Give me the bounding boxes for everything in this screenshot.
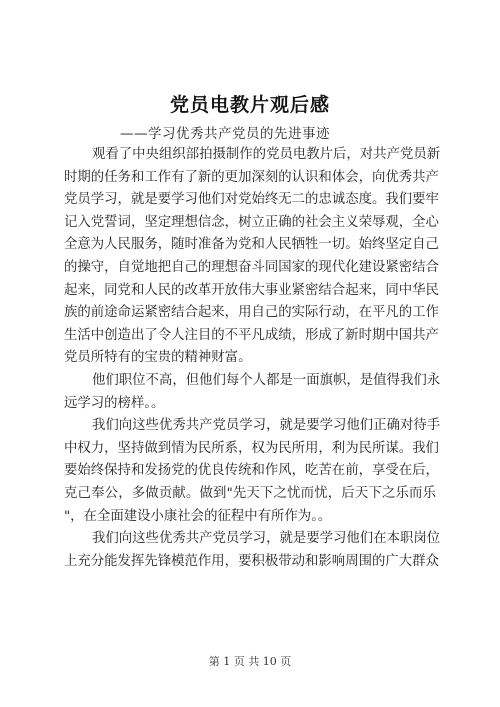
text-line: 时期的任务和工作有了新的更加深刻的认识和体会，向优秀共产	[64, 169, 439, 185]
text-line: 远学习的榜样。。	[64, 395, 165, 411]
text-line: 我们向这些优秀共产党员学习，就是要学习他们正确对待手	[92, 418, 441, 434]
text-line: 起来，同党和人民的改革开放伟大事业紧密结合起来，同中华民	[64, 282, 439, 298]
text-line: 全意为人民服务，随时准备为党和人民牺牲一切。始终坚定自己	[64, 237, 439, 253]
paragraph	[64, 415, 441, 528]
text-line: 生活中创造出了令人注目的不平凡成绩，形成了新时期中国共产	[64, 327, 439, 343]
text-line: 要始终保持和发扬党的优良传统和作风，吃苦在前，享受在后，	[64, 463, 439, 479]
page-number: 第 1 页 共 10 页	[208, 655, 292, 668]
text-line: 族的前途命运紧密结合起来，用自己的实际行动，在平凡的工作	[64, 305, 439, 321]
text-line: 记入党誓词，坚定理想信念，树立正确的社会主义荣辱观，全心	[64, 214, 439, 230]
paragraph	[64, 144, 441, 370]
paragraph	[64, 528, 441, 573]
text-line: 他们职位不高，但他们每个人都是一面旗帜，是值得我们永	[92, 372, 441, 388]
text-line: 观看了中央组织部拍摄制作的党员电教片后，对共产党员新	[92, 147, 441, 162]
text-line: 党员所特有的宝贵的精神财富。	[64, 350, 252, 366]
document-body	[64, 144, 441, 573]
text-line: 我们向这些优秀共产党员学习，就是要学习他们在本职岗位	[92, 531, 441, 547]
document-subtitle: ——学习优秀共产党员的先进事迹	[120, 126, 330, 142]
text-line: 上充分能发挥先锋模范作用，要积极带动和影响周围的广大群众	[64, 553, 439, 569]
text-line: 中权力，坚持做到情为民所系，权为民所用，利为民所谋。我们	[64, 440, 439, 456]
paragraph	[64, 370, 441, 415]
text-line: 克己奉公，多做贡献。做到"先天下之忧而忧，后天下之乐而乐	[64, 485, 436, 501]
document-title: 党员电教片观后感	[169, 94, 330, 116]
text-line: 的操守，自觉地把自己的理想奋斗同国家的现代化建设紧密结合	[64, 259, 439, 275]
text-line: 党员学习，就是要学习他们对党始终无二的忠诚态度。我们要牢	[64, 192, 439, 208]
text-line: "，在全面建设小康社会的征程中有所作为。。	[64, 508, 332, 524]
